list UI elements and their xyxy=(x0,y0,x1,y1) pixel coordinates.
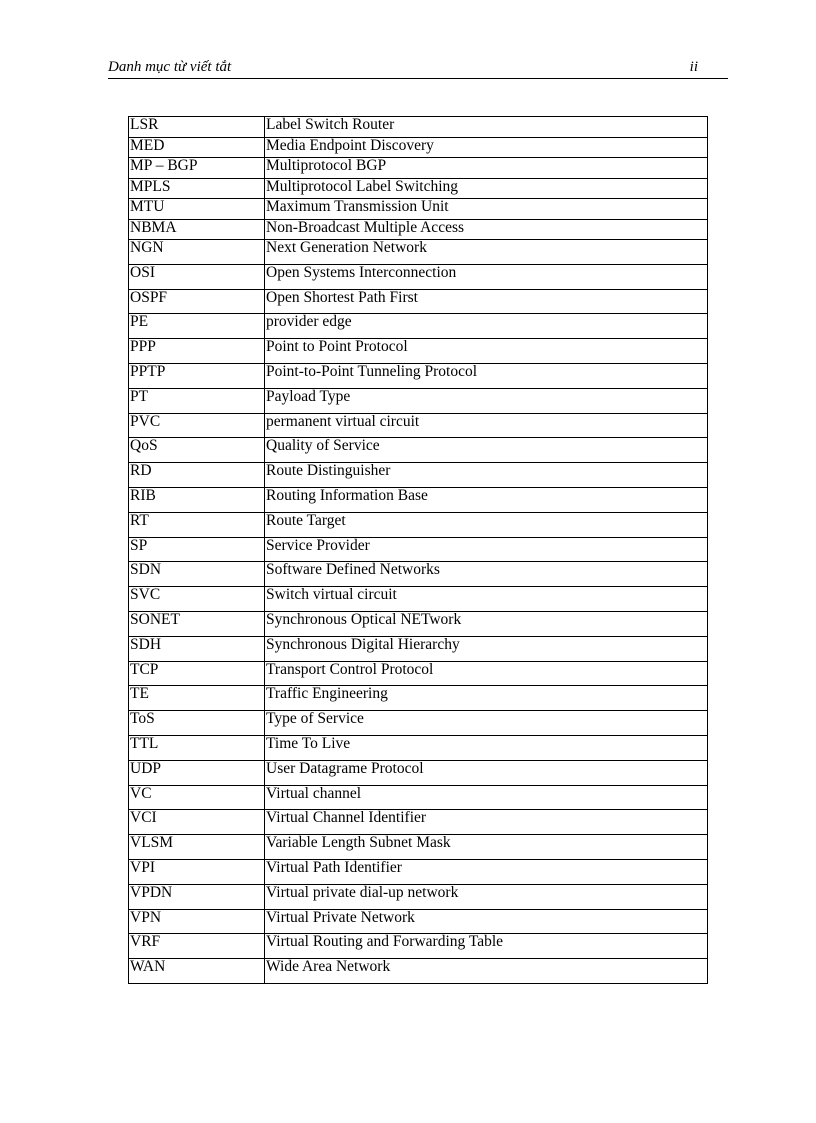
abbreviation-cell: SONET xyxy=(129,611,265,636)
definition-cell: Traffic Engineering xyxy=(265,686,708,711)
table-row xyxy=(129,810,708,835)
abbreviation-cell: MPLS xyxy=(129,178,265,199)
definition-cell: Quality of Service xyxy=(265,438,708,463)
table-row xyxy=(129,137,708,158)
table-row xyxy=(129,735,708,760)
definition-cell: Virtual private dial-up network xyxy=(265,884,708,909)
abbreviation-cell: LSR xyxy=(129,117,265,138)
definition-cell: Synchronous Optical NETwork xyxy=(265,611,708,636)
definition-cell: Virtual Channel Identifier xyxy=(265,810,708,835)
abbreviation-cell: PPTP xyxy=(129,363,265,388)
definition-cell: Maximum Transmission Unit xyxy=(265,199,708,220)
definition-cell: Next Generation Network xyxy=(265,240,708,265)
header-title: Danh mục từ viết tắt xyxy=(108,59,232,75)
table-row xyxy=(129,158,708,179)
definition-cell: provider edge xyxy=(265,314,708,339)
table-row xyxy=(129,686,708,711)
abbreviation-cell: VPI xyxy=(129,859,265,884)
page-header xyxy=(108,58,728,79)
definition-cell: Software Defined Networks xyxy=(265,562,708,587)
definition-cell: Open Systems Interconnection xyxy=(265,264,708,289)
definition-cell: Multiprotocol BGP xyxy=(265,158,708,179)
abbreviation-cell: VC xyxy=(129,785,265,810)
page-number: ii xyxy=(689,59,698,75)
table-row xyxy=(129,587,708,612)
definition-cell: Route Target xyxy=(265,512,708,537)
abbreviation-cell: VLSM xyxy=(129,835,265,860)
table-row xyxy=(129,562,708,587)
table-row xyxy=(129,240,708,265)
table-row xyxy=(129,512,708,537)
definition-cell: User Datagrame Protocol xyxy=(265,760,708,785)
definition-cell: Point to Point Protocol xyxy=(265,339,708,364)
definition-cell: permanent virtual circuit xyxy=(265,413,708,438)
abbreviation-cell: TTL xyxy=(129,735,265,760)
abbreviation-cell: PPP xyxy=(129,339,265,364)
table-row xyxy=(129,388,708,413)
table-row xyxy=(129,636,708,661)
table-row xyxy=(129,289,708,314)
abbreviation-cell: SVC xyxy=(129,587,265,612)
definition-cell: Synchronous Digital Hierarchy xyxy=(265,636,708,661)
abbreviation-cell: VPN xyxy=(129,909,265,934)
table-row xyxy=(129,959,708,984)
table-row xyxy=(129,611,708,636)
definition-cell: Type of Service xyxy=(265,711,708,736)
abbreviation-cell: RIB xyxy=(129,487,265,512)
definition-cell: Transport Control Protocol xyxy=(265,661,708,686)
abbreviation-cell: RD xyxy=(129,463,265,488)
abbreviation-cell: PVC xyxy=(129,413,265,438)
abbreviation-cell: UDP xyxy=(129,760,265,785)
table-row xyxy=(129,314,708,339)
definition-cell: Route Distinguisher xyxy=(265,463,708,488)
abbreviation-cell: QoS xyxy=(129,438,265,463)
table-row xyxy=(129,413,708,438)
table-row xyxy=(129,117,708,138)
definition-cell: Variable Length Subnet Mask xyxy=(265,835,708,860)
definition-cell: Multiprotocol Label Switching xyxy=(265,178,708,199)
abbreviation-cell: SP xyxy=(129,537,265,562)
table-row xyxy=(129,463,708,488)
abbreviation-cell: WAN xyxy=(129,959,265,984)
table-row xyxy=(129,264,708,289)
table-row xyxy=(129,178,708,199)
table-row xyxy=(129,339,708,364)
definition-cell: Virtual channel xyxy=(265,785,708,810)
abbreviation-cell: MED xyxy=(129,137,265,158)
definition-cell: Virtual Routing and Forwarding Table xyxy=(265,934,708,959)
abbreviation-cell: VRF xyxy=(129,934,265,959)
table-row xyxy=(129,884,708,909)
definition-cell: Media Endpoint Discovery xyxy=(265,137,708,158)
table-row xyxy=(129,537,708,562)
abbreviation-cell: OSI xyxy=(129,264,265,289)
abbreviation-table-body xyxy=(129,117,708,984)
table-row xyxy=(129,438,708,463)
definition-cell: Service Provider xyxy=(265,537,708,562)
table-row xyxy=(129,219,708,240)
abbreviation-cell: PE xyxy=(129,314,265,339)
definition-cell: Point-to-Point Tunneling Protocol xyxy=(265,363,708,388)
table-row xyxy=(129,859,708,884)
table-row xyxy=(129,909,708,934)
abbreviation-cell: TCP xyxy=(129,661,265,686)
definition-cell: Non-Broadcast Multiple Access xyxy=(265,219,708,240)
table-row xyxy=(129,934,708,959)
abbreviation-cell: NBMA xyxy=(129,219,265,240)
table-row xyxy=(129,835,708,860)
abbreviation-cell: PT xyxy=(129,388,265,413)
abbreviation-cell: MTU xyxy=(129,199,265,220)
table-row xyxy=(129,199,708,220)
table-row xyxy=(129,363,708,388)
abbreviation-cell: ToS xyxy=(129,711,265,736)
abbreviation-cell: SDN xyxy=(129,562,265,587)
abbreviation-cell: SDH xyxy=(129,636,265,661)
abbreviation-cell: NGN xyxy=(129,240,265,265)
definition-cell: Virtual Path Identifier xyxy=(265,859,708,884)
table-row xyxy=(129,711,708,736)
abbreviation-cell: VPDN xyxy=(129,884,265,909)
definition-cell: Virtual Private Network xyxy=(265,909,708,934)
definition-cell: Time To Live xyxy=(265,735,708,760)
definition-cell: Wide Area Network xyxy=(265,959,708,984)
definition-cell: Label Switch Router xyxy=(265,117,708,138)
table-row xyxy=(129,661,708,686)
table-row xyxy=(129,487,708,512)
definition-cell: Routing Information Base xyxy=(265,487,708,512)
table-row xyxy=(129,785,708,810)
definition-cell: Payload Type xyxy=(265,388,708,413)
table-row xyxy=(129,760,708,785)
abbreviation-table xyxy=(128,116,708,984)
abbreviation-cell: RT xyxy=(129,512,265,537)
abbreviation-cell: TE xyxy=(129,686,265,711)
definition-cell: Switch virtual circuit xyxy=(265,587,708,612)
abbreviation-cell: OSPF xyxy=(129,289,265,314)
definition-cell: Open Shortest Path First xyxy=(265,289,708,314)
abbreviation-cell: MP – BGP xyxy=(129,158,265,179)
abbreviation-cell: VCI xyxy=(129,810,265,835)
